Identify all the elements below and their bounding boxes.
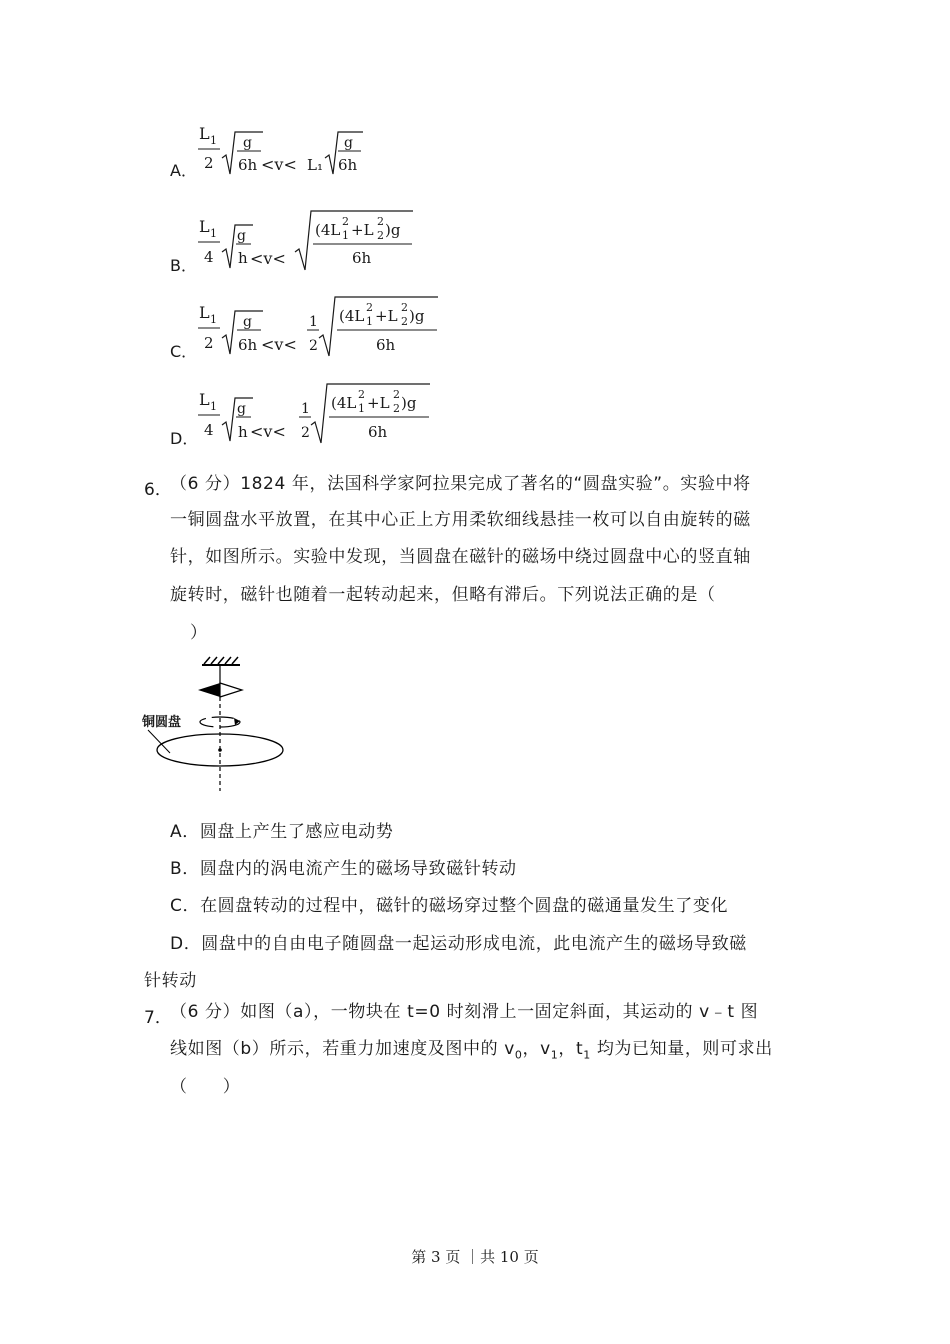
svg-text:L₁: L₁ (307, 156, 323, 174)
svg-text:<v<: <v< (261, 155, 297, 174)
option-d-formula (195, 381, 440, 447)
svg-text:+L: +L (351, 221, 374, 239)
question-7-line-2: 线如图（b）所示，若重力加速度及图中的 $v_0$，$v_1$，$t_1$ 均为已知量，则可求出 (170, 1039, 773, 1062)
svg-text:1: 1 (210, 227, 217, 240)
question-6-line-3: 针，如图所示。实验中发现，当圆盘在磁针的磁场中绕过圆盘中心的竖直轴 (170, 547, 751, 567)
svg-text:+L: +L (367, 394, 390, 412)
option-b-formula (195, 208, 425, 274)
svg-text:2: 2 (309, 338, 318, 354)
svg-text:1: 1 (210, 400, 217, 413)
svg-text:2: 2 (358, 388, 365, 401)
svg-text:6h: 6h (238, 336, 258, 354)
svg-text:L: L (199, 303, 210, 322)
svg-text:2: 2 (401, 315, 408, 328)
svg-text:g: g (237, 228, 246, 244)
option-d-letter: D． (170, 429, 199, 448)
svg-text:6h: 6h (352, 249, 372, 267)
svg-text:2: 2 (301, 425, 310, 441)
svg-text:4: 4 (204, 248, 214, 266)
svg-text:2: 2 (393, 388, 400, 401)
question-7-line-1: （6 分）如图（a），一物块在 t=0 时刻滑上一固定斜面，其运动的 v﹣t 图 (170, 1002, 759, 1022)
svg-text:1: 1 (210, 134, 217, 147)
question-6-choice-b: B．圆盘内的涡电流产生的磁场导致磁针转动 (170, 859, 517, 879)
svg-text:2: 2 (393, 402, 400, 415)
svg-text:6h: 6h (368, 423, 388, 441)
question-6-line-1: （6 分）1824 年，法国科学家阿拉果完成了著名的“圆盘实验”。实验中将 (170, 474, 751, 494)
svg-text:(4L: (4L (339, 307, 365, 325)
svg-text:)g: )g (401, 394, 417, 412)
question-6-line-5: ） (190, 623, 208, 643)
svg-text:)g: )g (409, 307, 425, 325)
svg-text:g: g (243, 135, 252, 151)
question-7-line-3: （ ） (170, 1077, 241, 1097)
option-a-letter: A． (170, 161, 197, 180)
svg-text:1: 1 (358, 402, 365, 415)
svg-text:g: g (237, 401, 246, 417)
question-6-number: 6． (144, 480, 172, 500)
svg-text:1: 1 (301, 401, 310, 417)
svg-text:(4L: (4L (315, 221, 341, 239)
svg-text:)g: )g (385, 221, 401, 239)
svg-text:4: 4 (204, 421, 214, 439)
svg-text:L: L (199, 124, 210, 143)
svg-text:6h: 6h (338, 156, 358, 174)
svg-text:1: 1 (366, 315, 373, 328)
svg-text:1: 1 (342, 229, 349, 242)
page-footer: 第 3 页 ｜共 10 页 (411, 1248, 539, 1266)
svg-text:6h: 6h (238, 156, 258, 174)
svg-text:2: 2 (204, 334, 214, 352)
svg-text:2: 2 (377, 215, 384, 228)
copper-disc-label: 铜圆盘 (142, 715, 182, 730)
svg-text:L: L (199, 390, 210, 409)
question-6-choice-a: A．圆盘上产生了感应电动势 (170, 822, 394, 842)
option-b-letter: B． (170, 256, 197, 275)
svg-text:(4L: (4L (331, 394, 357, 412)
svg-text:2: 2 (377, 229, 384, 242)
question-6-choice-c: C．在圆盘转动的过程中，磁针的磁场穿过整个圆盘的磁通量发生了变化 (170, 896, 729, 916)
question-6-choice-d: D．圆盘中的自由电子随圆盘一起运动形成电流，此电流产生的磁场导致磁 (170, 934, 747, 954)
svg-text:<v<: <v< (250, 422, 286, 441)
svg-text:1: 1 (309, 314, 318, 330)
option-c-letter: C． (170, 342, 198, 361)
question-6-line-4: 旋转时，磁针也随着一起转动起来，但略有滞后。下列说法正确的是（ (170, 585, 716, 605)
svg-text:g: g (344, 135, 353, 151)
svg-text:2: 2 (401, 301, 408, 314)
option-c-formula (195, 294, 445, 360)
svg-text:g: g (243, 314, 252, 330)
svg-text:+L: +L (375, 307, 398, 325)
question-6-choice-d-cont: 针转动 (144, 971, 197, 991)
svg-text:2: 2 (204, 154, 214, 172)
svg-text:<v<: <v< (261, 335, 297, 354)
question-7-number: 7． (144, 1008, 172, 1028)
svg-text:1: 1 (210, 313, 217, 326)
svg-text:6h: 6h (376, 336, 396, 354)
option-a-formula (195, 122, 395, 182)
svg-text:2: 2 (342, 215, 349, 228)
svg-text:h: h (238, 249, 248, 267)
svg-text:2: 2 (366, 301, 373, 314)
svg-text:L: L (199, 217, 210, 236)
svg-text:h: h (238, 423, 248, 441)
svg-text:<v<: <v< (250, 249, 286, 268)
question-6-line-2: 一铜圆盘水平放置，在其中心正上方用柔软细线悬挂一枚可以自由旋转的磁 (170, 510, 751, 530)
